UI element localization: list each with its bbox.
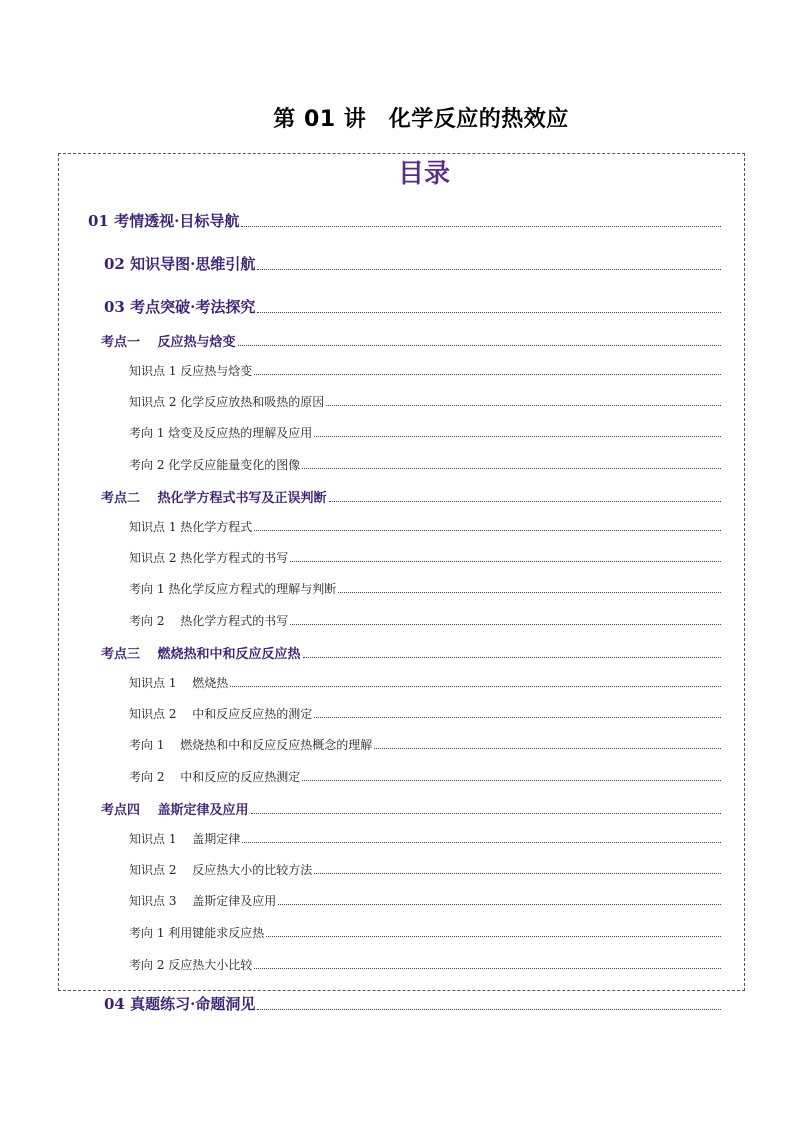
toc-entry-label: 考点三 燃烧热和中和反应反应热: [101, 647, 301, 662]
toc-entry-label: 知识点 1 盖期定律: [129, 832, 241, 846]
dot-leader: [257, 311, 721, 313]
dot-leader: [251, 812, 721, 814]
toc-entry-direction[interactable]: [129, 612, 721, 629]
toc-entry-knowledge[interactable]: [129, 861, 721, 878]
toc-entry-label: 03 考点突破·考法探究: [104, 298, 256, 316]
toc-entry-label: 考向 1 利用键能求反应热: [129, 926, 265, 940]
dot-leader: [314, 435, 721, 437]
dot-leader: [302, 467, 721, 469]
dot-leader: [254, 373, 721, 375]
toc-entry-knowledge[interactable]: [129, 518, 721, 535]
toc-entry-label: 考点四 盖斯定律及应用: [101, 803, 249, 818]
dot-leader: [326, 404, 721, 406]
dot-leader: [303, 656, 721, 658]
toc-entry-label: 考向 2 反应热大小比较: [129, 958, 253, 972]
toc-heading: 目录: [397, 159, 450, 189]
toc-entry-label: 知识点 2 中和反应反应热的测定: [129, 707, 313, 721]
dot-leader: [329, 500, 721, 502]
toc-entry-knowledge[interactable]: [129, 362, 721, 379]
toc-entry-label: 知识点 1 热化学方程式: [129, 520, 253, 534]
toc-entry-knowledge[interactable]: [129, 674, 721, 691]
toc-entry-label: 考向 1 热化学反应方程式的理解与判断: [129, 582, 337, 596]
toc-entry-label: 考点一 反应热与焓变: [101, 335, 236, 350]
dot-leader: [314, 716, 721, 718]
toc-entry-section-02[interactable]: [104, 253, 721, 274]
toc-entry-direction[interactable]: [129, 956, 721, 973]
toc-entry-section-03[interactable]: [104, 296, 721, 317]
toc-entry-label: 知识点 2 化学反应放热和吸热的原因: [129, 395, 325, 409]
page-title: 第 01 讲 化学反应的热效应: [273, 107, 569, 132]
toc-entry-direction[interactable]: [129, 736, 721, 753]
dot-leader: [238, 344, 721, 346]
toc-entry-label: 知识点 2 反应热大小的比较方法: [129, 863, 313, 877]
toc-entry-topic-4[interactable]: [101, 799, 721, 818]
dot-leader: [242, 841, 721, 843]
toc-entry-label: 知识点 1 燃烧热: [129, 676, 229, 690]
dot-leader: [290, 560, 721, 562]
dot-leader: [254, 967, 721, 969]
toc-entry-knowledge[interactable]: [129, 549, 721, 566]
dot-leader: [290, 623, 721, 625]
toc-entry-direction[interactable]: [129, 424, 721, 441]
toc-entry-label: 知识点 2 热化学方程式的书写: [129, 551, 289, 565]
toc-entry-knowledge[interactable]: [129, 705, 721, 722]
toc-entry-label: 02 知识导图·思维引航: [104, 255, 256, 273]
dot-leader: [374, 747, 721, 749]
toc-entry-label: 考向 1 燃烧热和中和反应反应热概念的理解: [129, 738, 373, 752]
dot-leader: [257, 1008, 721, 1010]
toc-entry-direction[interactable]: [129, 768, 721, 785]
toc-entry-direction[interactable]: [129, 580, 721, 597]
dot-leader: [254, 529, 721, 531]
dot-leader: [278, 903, 721, 905]
toc-entry-label: 考向 2 化学反应能量变化的图像: [129, 458, 301, 472]
toc-entry-section-01[interactable]: [88, 210, 721, 231]
toc-entry-label: 知识点 1 反应热与焓变: [129, 364, 253, 378]
toc-entry-topic-1[interactable]: [101, 331, 721, 350]
toc-entry-label: 考向 2 热化学方程式的书写: [129, 614, 289, 628]
toc-entry-label: 考向 1 焓变及反应热的理解及应用: [129, 426, 313, 440]
toc-entry-knowledge[interactable]: [129, 892, 721, 909]
toc-entry-label: 知识点 3 盖斯定律及应用: [129, 894, 277, 908]
dot-leader: [338, 591, 721, 593]
toc-entry-label: 04 真题练习·命题洞见: [104, 995, 256, 1013]
toc-entry-topic-2[interactable]: [101, 487, 721, 506]
dot-leader: [257, 268, 721, 270]
dot-leader: [230, 685, 721, 687]
toc-entry-section-04[interactable]: [104, 993, 721, 1014]
toc-entry-label: 考向 2 中和反应的反应热测定: [129, 770, 301, 784]
toc-entry-label: 考点二 热化学方程式书写及正误判断: [101, 491, 327, 506]
dot-leader: [314, 872, 721, 874]
dot-leader: [266, 935, 721, 937]
toc-entry-label: 01 考情透视·目标导航: [88, 212, 240, 230]
toc-entry-direction[interactable]: [129, 924, 721, 941]
toc-entry-topic-3[interactable]: [101, 643, 721, 662]
dot-leader: [302, 779, 721, 781]
toc-entry-knowledge[interactable]: [129, 393, 721, 410]
toc-entry-direction[interactable]: [129, 456, 721, 473]
dot-leader: [241, 225, 721, 227]
toc-entry-knowledge[interactable]: [129, 830, 721, 847]
